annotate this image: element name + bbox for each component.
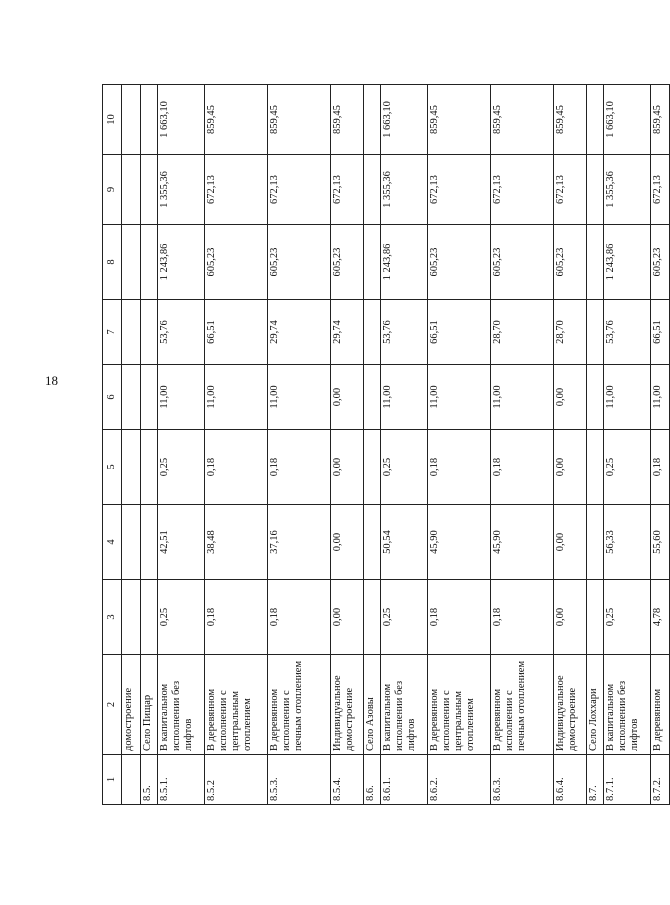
row-number-cell: 8.5. bbox=[141, 755, 158, 805]
value-cell bbox=[364, 430, 381, 505]
value-cell: 50,54 bbox=[381, 505, 428, 580]
value-cell: 0,18 bbox=[268, 430, 331, 505]
table-row bbox=[331, 85, 364, 805]
value-cell bbox=[141, 155, 158, 225]
value-cell: 859,45 bbox=[491, 85, 554, 155]
value-cell: 42,51 bbox=[158, 505, 205, 580]
value-cell: 11,00 bbox=[604, 365, 651, 430]
value-cell bbox=[141, 580, 158, 655]
value-cell bbox=[587, 365, 604, 430]
table-row bbox=[381, 85, 428, 805]
value-cell: 0,25 bbox=[158, 580, 205, 655]
value-cell bbox=[364, 300, 381, 365]
row-label-cell: В капитальном исполнении без лифтов bbox=[158, 655, 205, 755]
value-cell: 0,25 bbox=[381, 580, 428, 655]
value-cell: 605,23 bbox=[205, 225, 268, 300]
value-cell: 0,00 bbox=[331, 430, 364, 505]
value-cell: 0,18 bbox=[205, 430, 268, 505]
row-number-cell: 8.5.4. bbox=[331, 755, 364, 805]
value-cell bbox=[587, 155, 604, 225]
value-cell: 672,13 bbox=[428, 155, 491, 225]
value-cell: 11,00 bbox=[268, 365, 331, 430]
value-cell: 859,45 bbox=[554, 85, 587, 155]
value-cell: 28,70 bbox=[554, 300, 587, 365]
row-number-cell: 8.7.2. bbox=[651, 755, 670, 805]
value-cell bbox=[587, 430, 604, 505]
tariff-table bbox=[102, 84, 670, 805]
value-cell: 0,25 bbox=[604, 580, 651, 655]
value-cell bbox=[141, 300, 158, 365]
value-cell: 859,45 bbox=[331, 85, 364, 155]
value-cell bbox=[122, 430, 141, 505]
value-cell bbox=[364, 580, 381, 655]
table-row bbox=[554, 85, 587, 805]
value-cell bbox=[141, 365, 158, 430]
value-cell: 45,90 bbox=[491, 505, 554, 580]
value-cell: 0,00 bbox=[331, 505, 364, 580]
value-cell: 11,00 bbox=[491, 365, 554, 430]
table-row bbox=[587, 85, 604, 805]
rotated-table-container bbox=[102, 85, 663, 805]
value-cell: 1 663,10 bbox=[158, 85, 205, 155]
value-cell: 38,48 bbox=[205, 505, 268, 580]
value-cell: 1 355,36 bbox=[381, 155, 428, 225]
header-cell: 4 bbox=[103, 505, 122, 580]
value-cell bbox=[364, 365, 381, 430]
table-row bbox=[364, 85, 381, 805]
value-cell: 1 355,36 bbox=[604, 155, 651, 225]
value-cell bbox=[122, 85, 141, 155]
value-cell: 672,13 bbox=[205, 155, 268, 225]
value-cell: 29,74 bbox=[268, 300, 331, 365]
value-cell: 1 663,10 bbox=[381, 85, 428, 155]
value-cell: 66,51 bbox=[651, 300, 670, 365]
value-cell: 859,45 bbox=[651, 85, 670, 155]
value-cell: 45,90 bbox=[428, 505, 491, 580]
row-number-cell: 8.5.1. bbox=[158, 755, 205, 805]
value-cell: 0,25 bbox=[158, 430, 205, 505]
value-cell: 672,13 bbox=[331, 155, 364, 225]
value-cell: 859,45 bbox=[205, 85, 268, 155]
row-label-cell: домостроение bbox=[122, 655, 141, 755]
value-cell: 53,76 bbox=[158, 300, 205, 365]
row-label-cell: В капитальном исполнении без лифтов bbox=[381, 655, 428, 755]
value-cell bbox=[141, 430, 158, 505]
value-cell: 29,74 bbox=[331, 300, 364, 365]
value-cell: 28,70 bbox=[491, 300, 554, 365]
header-cell: 5 bbox=[103, 430, 122, 505]
table-row bbox=[428, 85, 491, 805]
value-cell bbox=[141, 85, 158, 155]
value-cell: 605,23 bbox=[428, 225, 491, 300]
table-row bbox=[268, 85, 331, 805]
row-number-cell: 8.5.3. bbox=[268, 755, 331, 805]
row-number-cell: 8.5.2 bbox=[205, 755, 268, 805]
value-cell: 0,00 bbox=[331, 580, 364, 655]
value-cell: 0,25 bbox=[604, 430, 651, 505]
header-cell: 7 bbox=[103, 300, 122, 365]
value-cell: 53,76 bbox=[604, 300, 651, 365]
row-number-cell bbox=[122, 755, 141, 805]
value-cell bbox=[122, 225, 141, 300]
value-cell: 0,18 bbox=[205, 580, 268, 655]
value-cell: 0,18 bbox=[268, 580, 331, 655]
row-number-cell: 8.7. bbox=[587, 755, 604, 805]
value-cell bbox=[122, 155, 141, 225]
header-cell: 9 bbox=[103, 155, 122, 225]
value-cell: 672,13 bbox=[651, 155, 670, 225]
value-cell: 1 243,86 bbox=[381, 225, 428, 300]
row-label-cell: В деревянном исполнении с центральным отоплением bbox=[428, 655, 491, 755]
value-cell: 66,51 bbox=[428, 300, 491, 365]
table-row bbox=[122, 85, 141, 805]
row-label-cell: Село Азовы bbox=[364, 655, 381, 755]
row-label-cell: Село Пищар bbox=[141, 655, 158, 755]
value-cell: 0,18 bbox=[651, 430, 670, 505]
value-cell: 56,33 bbox=[604, 505, 651, 580]
value-cell: 605,23 bbox=[331, 225, 364, 300]
value-cell: 859,45 bbox=[428, 85, 491, 155]
row-number-cell: 8.6.3. bbox=[491, 755, 554, 805]
table-row bbox=[141, 85, 158, 805]
row-number-cell: 8.6.4. bbox=[554, 755, 587, 805]
value-cell: 66,51 bbox=[205, 300, 268, 365]
value-cell bbox=[587, 225, 604, 300]
value-cell bbox=[364, 225, 381, 300]
value-cell: 0,00 bbox=[331, 365, 364, 430]
row-label-cell: В деревянном bbox=[651, 655, 670, 755]
value-cell: 11,00 bbox=[381, 365, 428, 430]
value-cell: 55,60 bbox=[651, 505, 670, 580]
value-cell: 605,23 bbox=[651, 225, 670, 300]
header-cell: 3 bbox=[103, 580, 122, 655]
header-cell: 2 bbox=[103, 655, 122, 755]
row-number-cell: 8.7.1. bbox=[604, 755, 651, 805]
value-cell: 11,00 bbox=[205, 365, 268, 430]
value-cell: 0,00 bbox=[554, 505, 587, 580]
value-cell: 0,25 bbox=[381, 430, 428, 505]
value-cell: 605,23 bbox=[491, 225, 554, 300]
header-cell: 10 bbox=[103, 85, 122, 155]
value-cell: 0,18 bbox=[491, 580, 554, 655]
value-cell: 0,00 bbox=[554, 365, 587, 430]
table-row bbox=[158, 85, 205, 805]
row-label-cell: В капитальном исполнении без лифтов bbox=[604, 655, 651, 755]
value-cell: 0,18 bbox=[491, 430, 554, 505]
row-label-cell: В деревянном исполнении с центральным отоплением bbox=[205, 655, 268, 755]
value-cell: 1 355,36 bbox=[158, 155, 205, 225]
value-cell: 0,18 bbox=[428, 430, 491, 505]
row-label-cell: В деревянном исполнении с печным отоплением bbox=[491, 655, 554, 755]
value-cell bbox=[122, 365, 141, 430]
header-cell: 1 bbox=[103, 755, 122, 805]
value-cell: 672,13 bbox=[268, 155, 331, 225]
value-cell bbox=[587, 300, 604, 365]
row-label-cell: Индивидуальное домостроение bbox=[331, 655, 364, 755]
row-number-cell: 8.6.1. bbox=[381, 755, 428, 805]
row-label-cell: Индивидуальное домостроение bbox=[554, 655, 587, 755]
value-cell: 1 243,86 bbox=[604, 225, 651, 300]
value-cell: 1 663,10 bbox=[604, 85, 651, 155]
value-cell: 672,13 bbox=[491, 155, 554, 225]
value-cell: 859,45 bbox=[268, 85, 331, 155]
value-cell bbox=[364, 505, 381, 580]
page-number: 18 bbox=[45, 373, 58, 388]
value-cell: 1 243,86 bbox=[158, 225, 205, 300]
value-cell bbox=[122, 580, 141, 655]
row-number-cell: 8.6.2. bbox=[428, 755, 491, 805]
row-label-cell: Село Лоххари bbox=[587, 655, 604, 755]
value-cell: 605,23 bbox=[268, 225, 331, 300]
value-cell bbox=[122, 300, 141, 365]
row-label-cell: В деревянном исполнении с печным отоплением bbox=[268, 655, 331, 755]
table-row bbox=[604, 85, 651, 805]
value-cell: 605,23 bbox=[554, 225, 587, 300]
value-cell: 11,00 bbox=[651, 365, 670, 430]
value-cell: 37,16 bbox=[268, 505, 331, 580]
value-cell bbox=[587, 85, 604, 155]
header-cell: 8 bbox=[103, 225, 122, 300]
header-row bbox=[103, 85, 122, 805]
value-cell: 0,00 bbox=[554, 430, 587, 505]
table-row bbox=[651, 85, 670, 805]
value-cell bbox=[364, 155, 381, 225]
value-cell bbox=[587, 505, 604, 580]
table-row bbox=[491, 85, 554, 805]
row-number-cell: 8.6. bbox=[364, 755, 381, 805]
value-cell bbox=[587, 580, 604, 655]
value-cell: 53,76 bbox=[381, 300, 428, 365]
value-cell: 11,00 bbox=[428, 365, 491, 430]
table-row bbox=[205, 85, 268, 805]
value-cell: 672,13 bbox=[554, 155, 587, 225]
value-cell: 11,00 bbox=[158, 365, 205, 430]
value-cell: 4,78 bbox=[651, 580, 670, 655]
value-cell: 0,18 bbox=[428, 580, 491, 655]
value-cell bbox=[141, 225, 158, 300]
header-cell: 6 bbox=[103, 365, 122, 430]
value-cell: 0,00 bbox=[554, 580, 587, 655]
value-cell bbox=[364, 85, 381, 155]
value-cell bbox=[141, 505, 158, 580]
value-cell bbox=[122, 505, 141, 580]
